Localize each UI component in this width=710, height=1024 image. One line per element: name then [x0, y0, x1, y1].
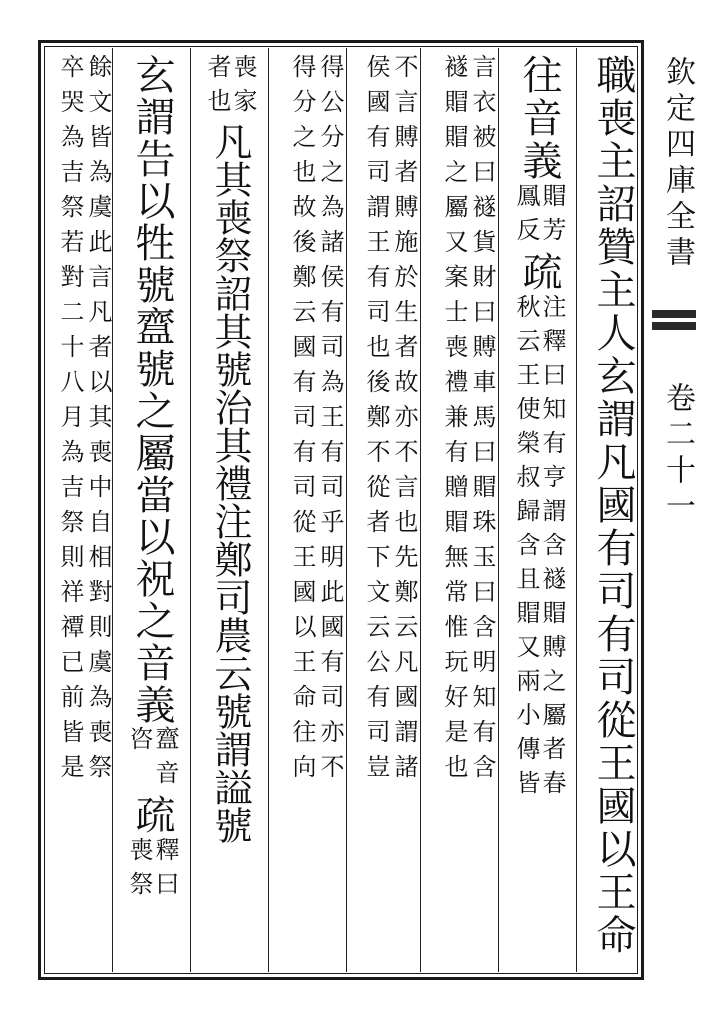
annotation-left: 喪祭 [125, 837, 153, 905]
annotation-right: 言衣被曰襚貨財曰賻車馬曰賵珠玉曰含明知有含 [468, 54, 496, 789]
text-column-5 [276, 54, 342, 964]
annotation-right: 得公分之為諸侯有司為王有司乎明此國有司亦不 [316, 54, 344, 789]
annotation-right: 不言賻者賻施於生者故亦不言也先鄭云凡國謂諸 [390, 54, 418, 789]
annotation-right: 餘文皆為虞此言凡者以其喪中自相對則虞為喪祭 [84, 54, 112, 789]
fish-tail-mark [648, 306, 700, 336]
chapter-number: 卷二十一 [660, 382, 695, 526]
text-column-2 [506, 54, 572, 964]
annotation-left: 得分之也故後鄭云國有司有司從王國以王命往向 [288, 54, 316, 789]
text-column-7 [118, 54, 186, 964]
column-rule [112, 48, 113, 972]
annotation-left: 秋云王使榮叔歸含且賵又兩小傳皆 [512, 294, 540, 804]
text-column-3 [428, 54, 494, 964]
column-rule [268, 48, 269, 972]
column-rule [346, 48, 347, 972]
main-text: 往音義 [516, 54, 562, 183]
annotation-right: 齍音 [151, 726, 179, 794]
book-title: 欽定四庫全書 [660, 56, 695, 272]
column-rule [190, 48, 191, 972]
page-margin [652, 56, 702, 956]
column-rule [576, 48, 577, 972]
annotation-right: 釋曰 [151, 837, 179, 905]
main-text: 玄謂告以牲號齍號之屬當以祝之音義 [129, 54, 175, 726]
text-column-8 [48, 54, 110, 964]
main-text: 職喪主詔贊主人玄謂凡國有司有司從王國以王命 [590, 54, 636, 957]
column-rule [498, 48, 499, 972]
text-column-1 [584, 54, 642, 964]
annotation-left: 鳳反 [512, 183, 540, 251]
text-column-6 [196, 54, 264, 964]
commentary-marker: 疏 [516, 251, 562, 294]
annotation-right: 注釋曰知有亨謂含襚賵賻之屬者春 [538, 294, 566, 804]
annotation-right: 喪家 [229, 54, 257, 122]
main-text: 凡其喪祭詔其號治其禮注鄭司農云號謂謚號 [208, 122, 252, 844]
annotation-right: 賵芳 [538, 183, 566, 251]
annotation-left: 卒哭為吉祭若對二十八月為吉祭則祥禫已前皆是 [56, 54, 84, 789]
text-column-4 [352, 54, 416, 964]
column-rule [420, 48, 421, 972]
commentary-marker: 疏 [129, 794, 175, 837]
annotation-left: 者也 [203, 54, 231, 122]
annotation-left: 咨 [125, 726, 153, 760]
annotation-left: 侯國有司謂王有司也後鄭不從者下文云公有司豈 [362, 54, 390, 789]
annotation-left: 襚賵賵之屬又案士喪禮兼有贈賵無常惟玩好是也 [440, 54, 468, 789]
